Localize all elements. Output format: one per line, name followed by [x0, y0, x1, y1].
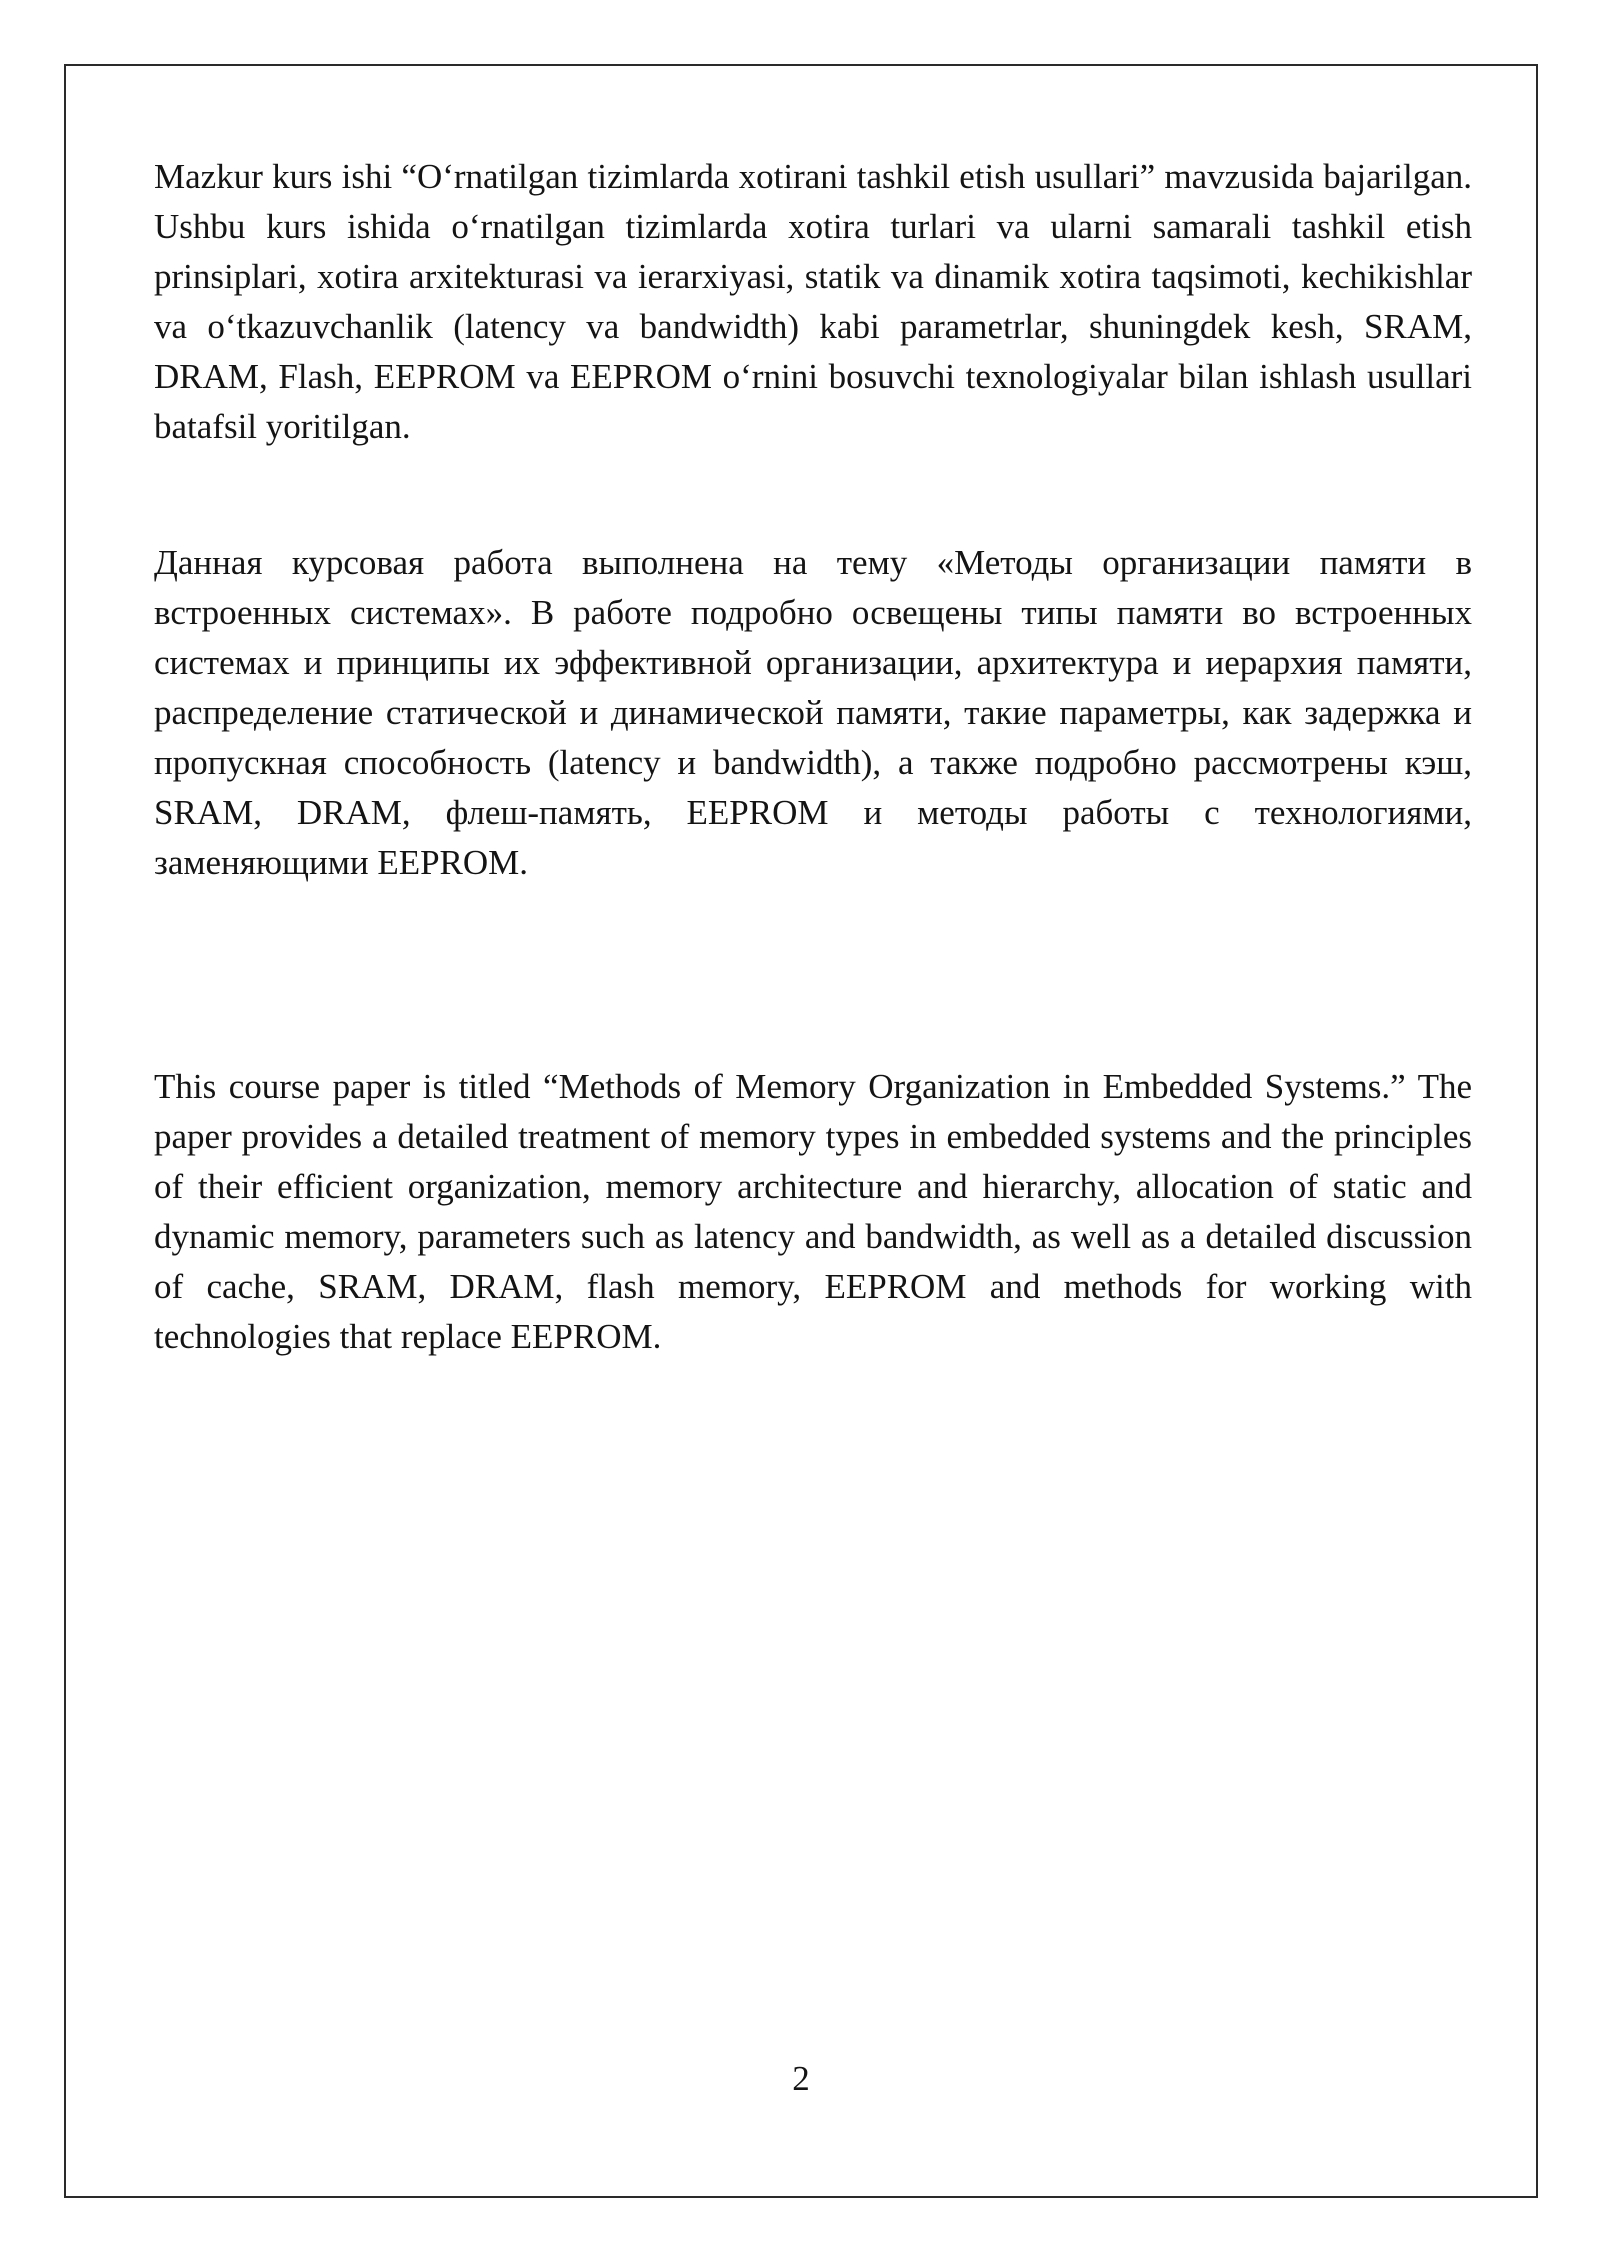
- page-number: 2: [792, 2059, 810, 2098]
- abstract-english-paragraph: This course paper is titled “Methods of Memory Organization in Embedded Systems.” The paper provides a detailed treatment of memory types in embedded systems and the principles of their efficient organization, memory architecture and hierarchy, allocation of static and dynamic memory, parameters such as latency and bandwidth, as well as a detailed discussion of cache, SRAM, DRAM, flash memory, EEPROM and methods for working with technologies that replace EEPROM.: [154, 1067, 1472, 1356]
- abstract-russian-paragraph: Данная курсовая работа выполнена на тему «Методы организации памяти в встроенных системах». В работе подробно освещены типы памяти во встроенных системах и принципы их эффективной организации, архитектура и иерархия памяти, распределение статической и динамической памяти, такие параметры, как задержка и пропускная способность (latency и bandwidth), а также подробно рассмотрены кэш, SRAM, DRAM, флеш-память, EEPROM и методы работы с технологиями, заменяющими EEPROM.: [154, 543, 1472, 882]
- abstract-uzbek-paragraph: Mazkur kurs ishi “O‘rnatilgan tizimlarda xotirani tashkil etish usullari” mavzusida bajarilgan. Ushbu kurs ishida o‘rnatilgan tizimlarda xotira turlari va ularni samarali tashkil etish prinsiplari, xotira arxitekturasi va ierarxiyasi, statik va dinamik xotira taqsimoti, kechikishlar va o‘tkazuvchanlik (latency va bandwidth) kabi parametrlar, shuningdek kesh, SRAM, DRAM, Flash, EEPROM va EEPROM o‘rnini bosuvchi texnologiyalar bilan ishlash usullari batafsil yoritilgan.: [154, 157, 1472, 446]
- page-border: [64, 64, 1538, 2198]
